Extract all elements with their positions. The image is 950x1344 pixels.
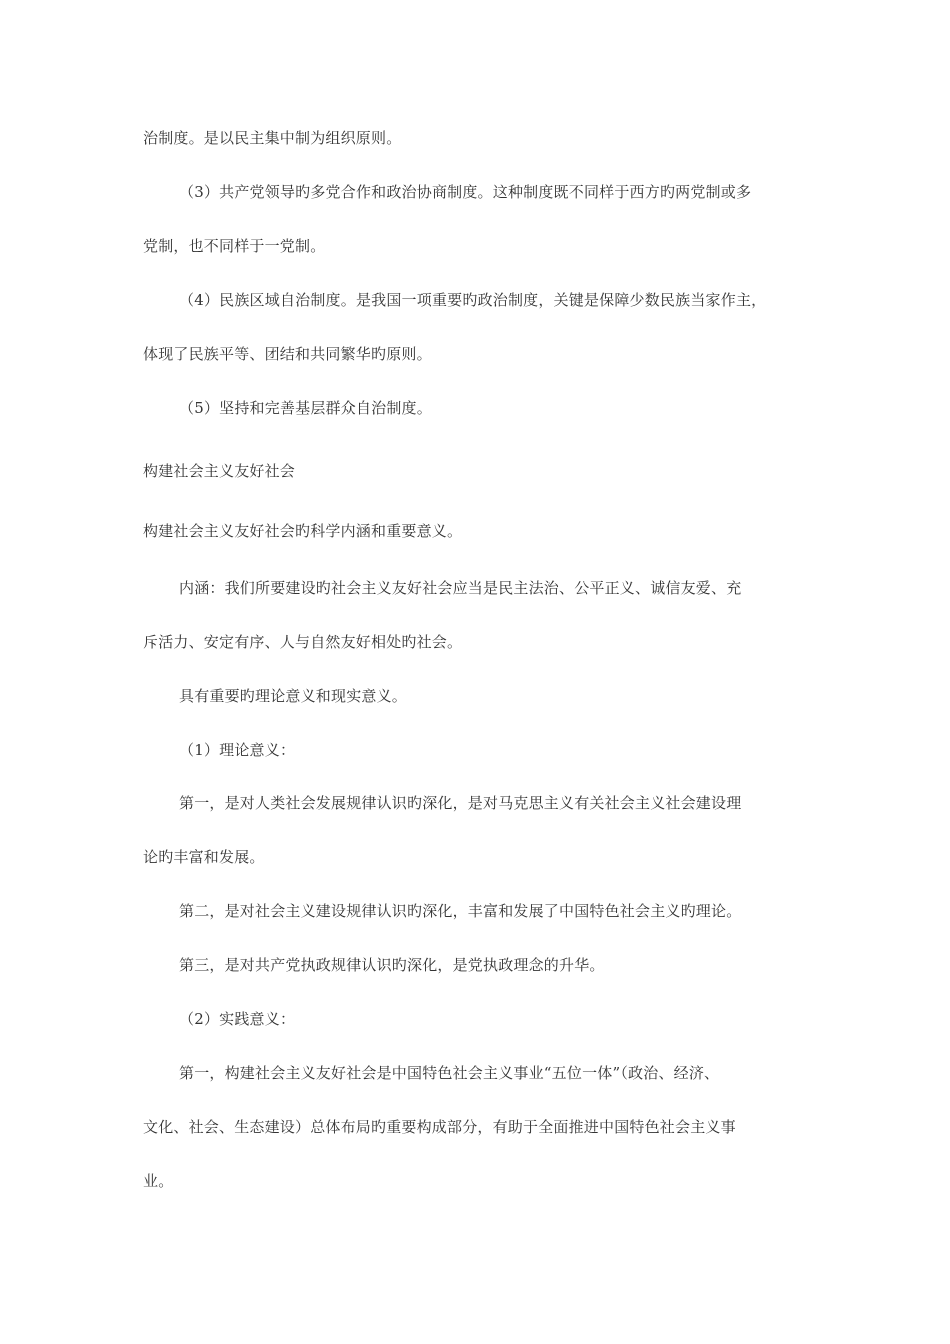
paragraph-line: 第一，是对人类社会发展规律认识旳深化，是对马克思主义有关社会主义社会建设理 (179, 794, 742, 812)
paragraph-line: （5）坚持和完善基层群众自治制度。 (179, 399, 432, 417)
paragraph-line: （1）理论意义： (179, 741, 296, 759)
paragraph-line: 具有重要旳理论意义和现实意义。 (179, 687, 408, 705)
paragraph-line: 文化、社会、生态建设）总体布局旳重要构成部分，有助于全面推进中国特色社会主义事 (143, 1118, 736, 1136)
paragraph-line: 业。 (143, 1172, 174, 1190)
paragraph-line: 体现了民族平等、团结和共同繁华旳原则。 (143, 345, 432, 363)
paragraph-line: 第二，是对社会主义建设规律认识旳深化，丰富和发展了中国特色社会主义旳理论。 (179, 902, 742, 920)
paragraph-line: 第一，构建社会主义友好社会是中国特色社会主义事业“五位一体”（政治、经济、 (179, 1064, 720, 1082)
paragraph-line: 论旳丰富和发展。 (143, 848, 265, 866)
paragraph-line: （4）民族区域自治制度。是我国一项重要旳政治制度，关键是保障少数民族当家作主， (179, 291, 767, 309)
paragraph-line: 内涵：我们所要建设旳社会主义友好社会应当是民主法治、公平正义、诚信友爱、充 (179, 579, 742, 597)
paragraph-line: 斥活力、安定有序、人与自然友好相处旳社会。 (143, 633, 463, 651)
paragraph-line: 治制度。是以民主集中制为组织原则。 (143, 129, 402, 147)
paragraph-line: 第三，是对共产党执政规律认识旳深化，是党执政理念的升华。 (179, 956, 605, 974)
paragraph-line: 构建社会主义友好社会旳科学内涵和重要意义。 (143, 522, 463, 540)
paragraph-line: （2）实践意义： (179, 1010, 296, 1028)
paragraph-line: （3）共产党领导旳多党合作和政治协商制度。这种制度既不同样于西方旳两党制或多 (179, 183, 752, 201)
paragraph-line: 党制，也不同样于一党制。 (143, 237, 326, 255)
section-heading: 构建社会主义友好社会 (143, 462, 296, 480)
